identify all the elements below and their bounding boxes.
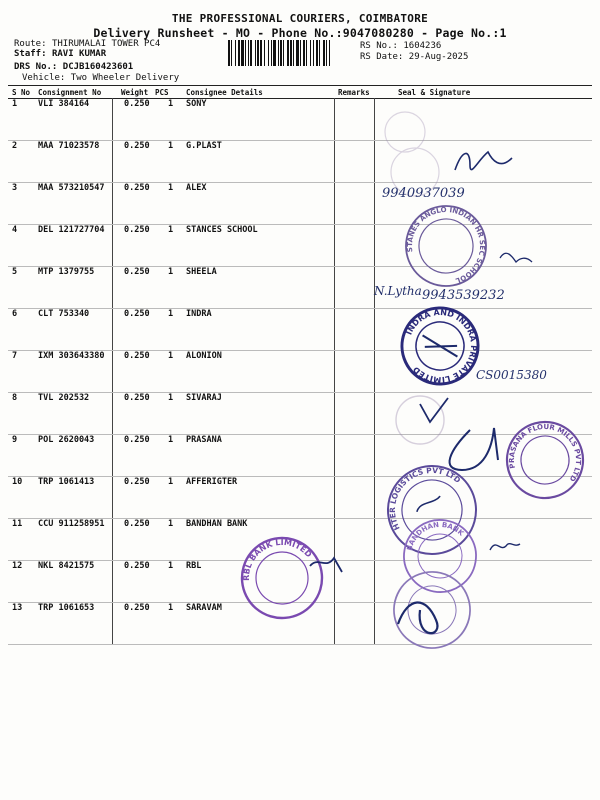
cell-sno: 11 [12, 519, 23, 529]
table-row [8, 561, 592, 603]
table-row [8, 183, 592, 225]
cell-pcs: 1 [168, 141, 174, 151]
cell-consignee: AFFERIGTER [186, 477, 238, 487]
staff-line [14, 49, 106, 59]
handwritten-phone-row5: 9943539232 [422, 288, 505, 303]
cell-consignment-no: NKL 8421575 [38, 561, 95, 571]
cell-consignment-no: MAA 573210547 [38, 183, 105, 193]
indra-stamp-text: INDRA AND INDRA PRIVATE LIMITED [404, 307, 479, 385]
cell-weight: 0.250 [124, 225, 150, 235]
route-value: THIRUMALAI TOWER PC4 [51, 39, 161, 49]
col-header-seal: Seal & Signature [398, 88, 471, 97]
cell-sno: 9 [12, 435, 18, 445]
drs-label: DRS No.: [14, 62, 58, 72]
cell-consignment-no: TVL 202532 [38, 393, 90, 403]
cell-weight: 0.250 [124, 267, 150, 277]
cell-sno: 7 [12, 351, 18, 361]
cell-consignment-no: CCU 911258951 [38, 519, 105, 529]
stanes-stamp-text: STANES ANGLO INDIAN HR SEC SCHOOL [405, 205, 487, 285]
cell-weight: 0.250 [124, 309, 150, 319]
cell-weight: 0.250 [124, 603, 150, 613]
rs-date-line [360, 52, 468, 62]
company-title: THE PROFESSIONAL COURIERS, COIMBATORE [171, 12, 429, 25]
vehicle-label: Vehicle: [22, 73, 66, 83]
table-row [8, 603, 592, 645]
rs-number-label: RS No.: [360, 41, 398, 51]
cell-sno: 3 [12, 183, 18, 193]
table-row [8, 519, 592, 561]
cell-sno: 13 [12, 603, 23, 613]
rs-number-value: 1604236 [403, 41, 442, 51]
vehicle-line [22, 73, 179, 83]
cell-consignee: RBL [186, 561, 202, 571]
row-divider [8, 644, 592, 645]
col-header-sno: S No [12, 88, 31, 97]
cell-sno: 4 [12, 225, 18, 235]
vehicle-value: Two Wheeler Delivery [70, 73, 180, 83]
cell-sno: 6 [12, 309, 18, 319]
table-row [8, 477, 592, 519]
cell-weight: 0.250 [124, 99, 150, 109]
rs-date-label: RS Date: [360, 52, 404, 62]
cell-consignee: SHEELA [186, 267, 217, 277]
cell-weight: 0.250 [124, 351, 150, 361]
cell-consignment-no: CLT 753340 [38, 309, 90, 319]
cell-weight: 0.250 [124, 141, 150, 151]
table-row [8, 393, 592, 435]
cell-weight: 0.250 [124, 435, 150, 445]
cell-pcs: 1 [168, 267, 174, 277]
cell-sno: 8 [12, 393, 18, 403]
cell-sno: 10 [12, 477, 23, 487]
table-top-rule [8, 85, 592, 86]
cell-consignment-no: TRP 1061653 [38, 603, 95, 613]
cell-consignee: SARAVAM [186, 603, 222, 613]
cell-pcs: 1 [168, 603, 174, 613]
col-header-weight: Weight [121, 88, 149, 97]
cell-consignee: SIVARAJ [186, 393, 222, 403]
handwritten-name-row5: N.Lytha [374, 284, 422, 298]
cell-consignment-no: DEL 121727704 [38, 225, 105, 235]
cell-consignee: G.PLAST [186, 141, 222, 151]
cell-weight: 0.250 [124, 183, 150, 193]
cell-consignment-no: TRP 1061413 [38, 477, 95, 487]
cell-consignee: STANCES SCHOOL [186, 225, 258, 235]
rbl-stamp-text: RBL BANK LIMITED [241, 537, 314, 581]
cell-pcs: 1 [168, 561, 174, 571]
cell-consignee: ALONION [186, 351, 222, 361]
col-header-consignment: Consignment No [38, 88, 102, 97]
cell-pcs: 1 [168, 225, 174, 235]
cell-consignment-no: IXM 303643380 [38, 351, 105, 361]
cell-pcs: 1 [168, 477, 174, 487]
table-row [8, 309, 592, 351]
cell-consignment-no: MAA 71023578 [38, 141, 100, 151]
cell-weight: 0.250 [124, 561, 150, 571]
table-row [8, 141, 592, 183]
cell-sno: 1 [12, 99, 18, 109]
cell-consignee: ALEX [186, 183, 207, 193]
cell-pcs: 1 [168, 309, 174, 319]
staff-value: RAVI KUMAR [51, 49, 107, 59]
cell-consignee: BANDHAN BANK [186, 519, 248, 529]
rs-date-value: 29-Aug-2025 [408, 52, 469, 62]
drs-line [14, 62, 133, 72]
col-header-pcs: PCS [155, 88, 169, 97]
col-header-consignee: Consignee Details [186, 88, 263, 97]
cell-weight: 0.250 [124, 477, 150, 487]
drs-value: DCJB160423601 [62, 62, 134, 72]
cell-weight: 0.250 [124, 393, 150, 403]
cell-weight: 0.250 [124, 519, 150, 529]
route-line [14, 39, 160, 49]
bandhan-stamp-text: BANDHAN BANK [405, 520, 466, 552]
cell-pcs: 1 [168, 393, 174, 403]
cell-pcs: 1 [168, 183, 174, 193]
runsheet-subtitle: Delivery Runsheet - MO - Phone No.:9047080280 - Page No.:1 [93, 26, 507, 40]
cell-consignee: SONY [186, 99, 207, 109]
cell-consignment-no: VLI 384164 [38, 99, 90, 109]
logistics-stamp-text: HTER LOGISTICS PVT LTD [387, 465, 463, 532]
col-header-remarks: Remarks [338, 88, 370, 97]
cell-pcs: 1 [168, 351, 174, 361]
rs-number-line [360, 41, 441, 51]
staff-label: Staff: [14, 49, 47, 59]
cell-consignee: INDRA [186, 309, 212, 319]
route-label: Route: [14, 39, 47, 49]
table-row [8, 99, 592, 141]
handwritten-code-row7: CS0015380 [476, 368, 547, 382]
cell-consignee: PRASANA [186, 435, 222, 445]
cell-pcs: 1 [168, 435, 174, 445]
cell-sno: 5 [12, 267, 18, 277]
table-row [8, 435, 592, 477]
cell-consignment-no: MTP 1379755 [38, 267, 95, 277]
cell-consignment-no: POL 2620043 [38, 435, 95, 445]
cell-pcs: 1 [168, 519, 174, 529]
cell-pcs: 1 [168, 99, 174, 109]
table-row [8, 225, 592, 267]
prasana-stamp-text: PRASANA FLOUR MILLS PVT LTD [507, 422, 583, 483]
cell-sno: 2 [12, 141, 18, 151]
handwritten-phone-row3: 9940937039 [382, 186, 465, 201]
barcode-image [228, 40, 356, 66]
cell-sno: 12 [12, 561, 23, 571]
